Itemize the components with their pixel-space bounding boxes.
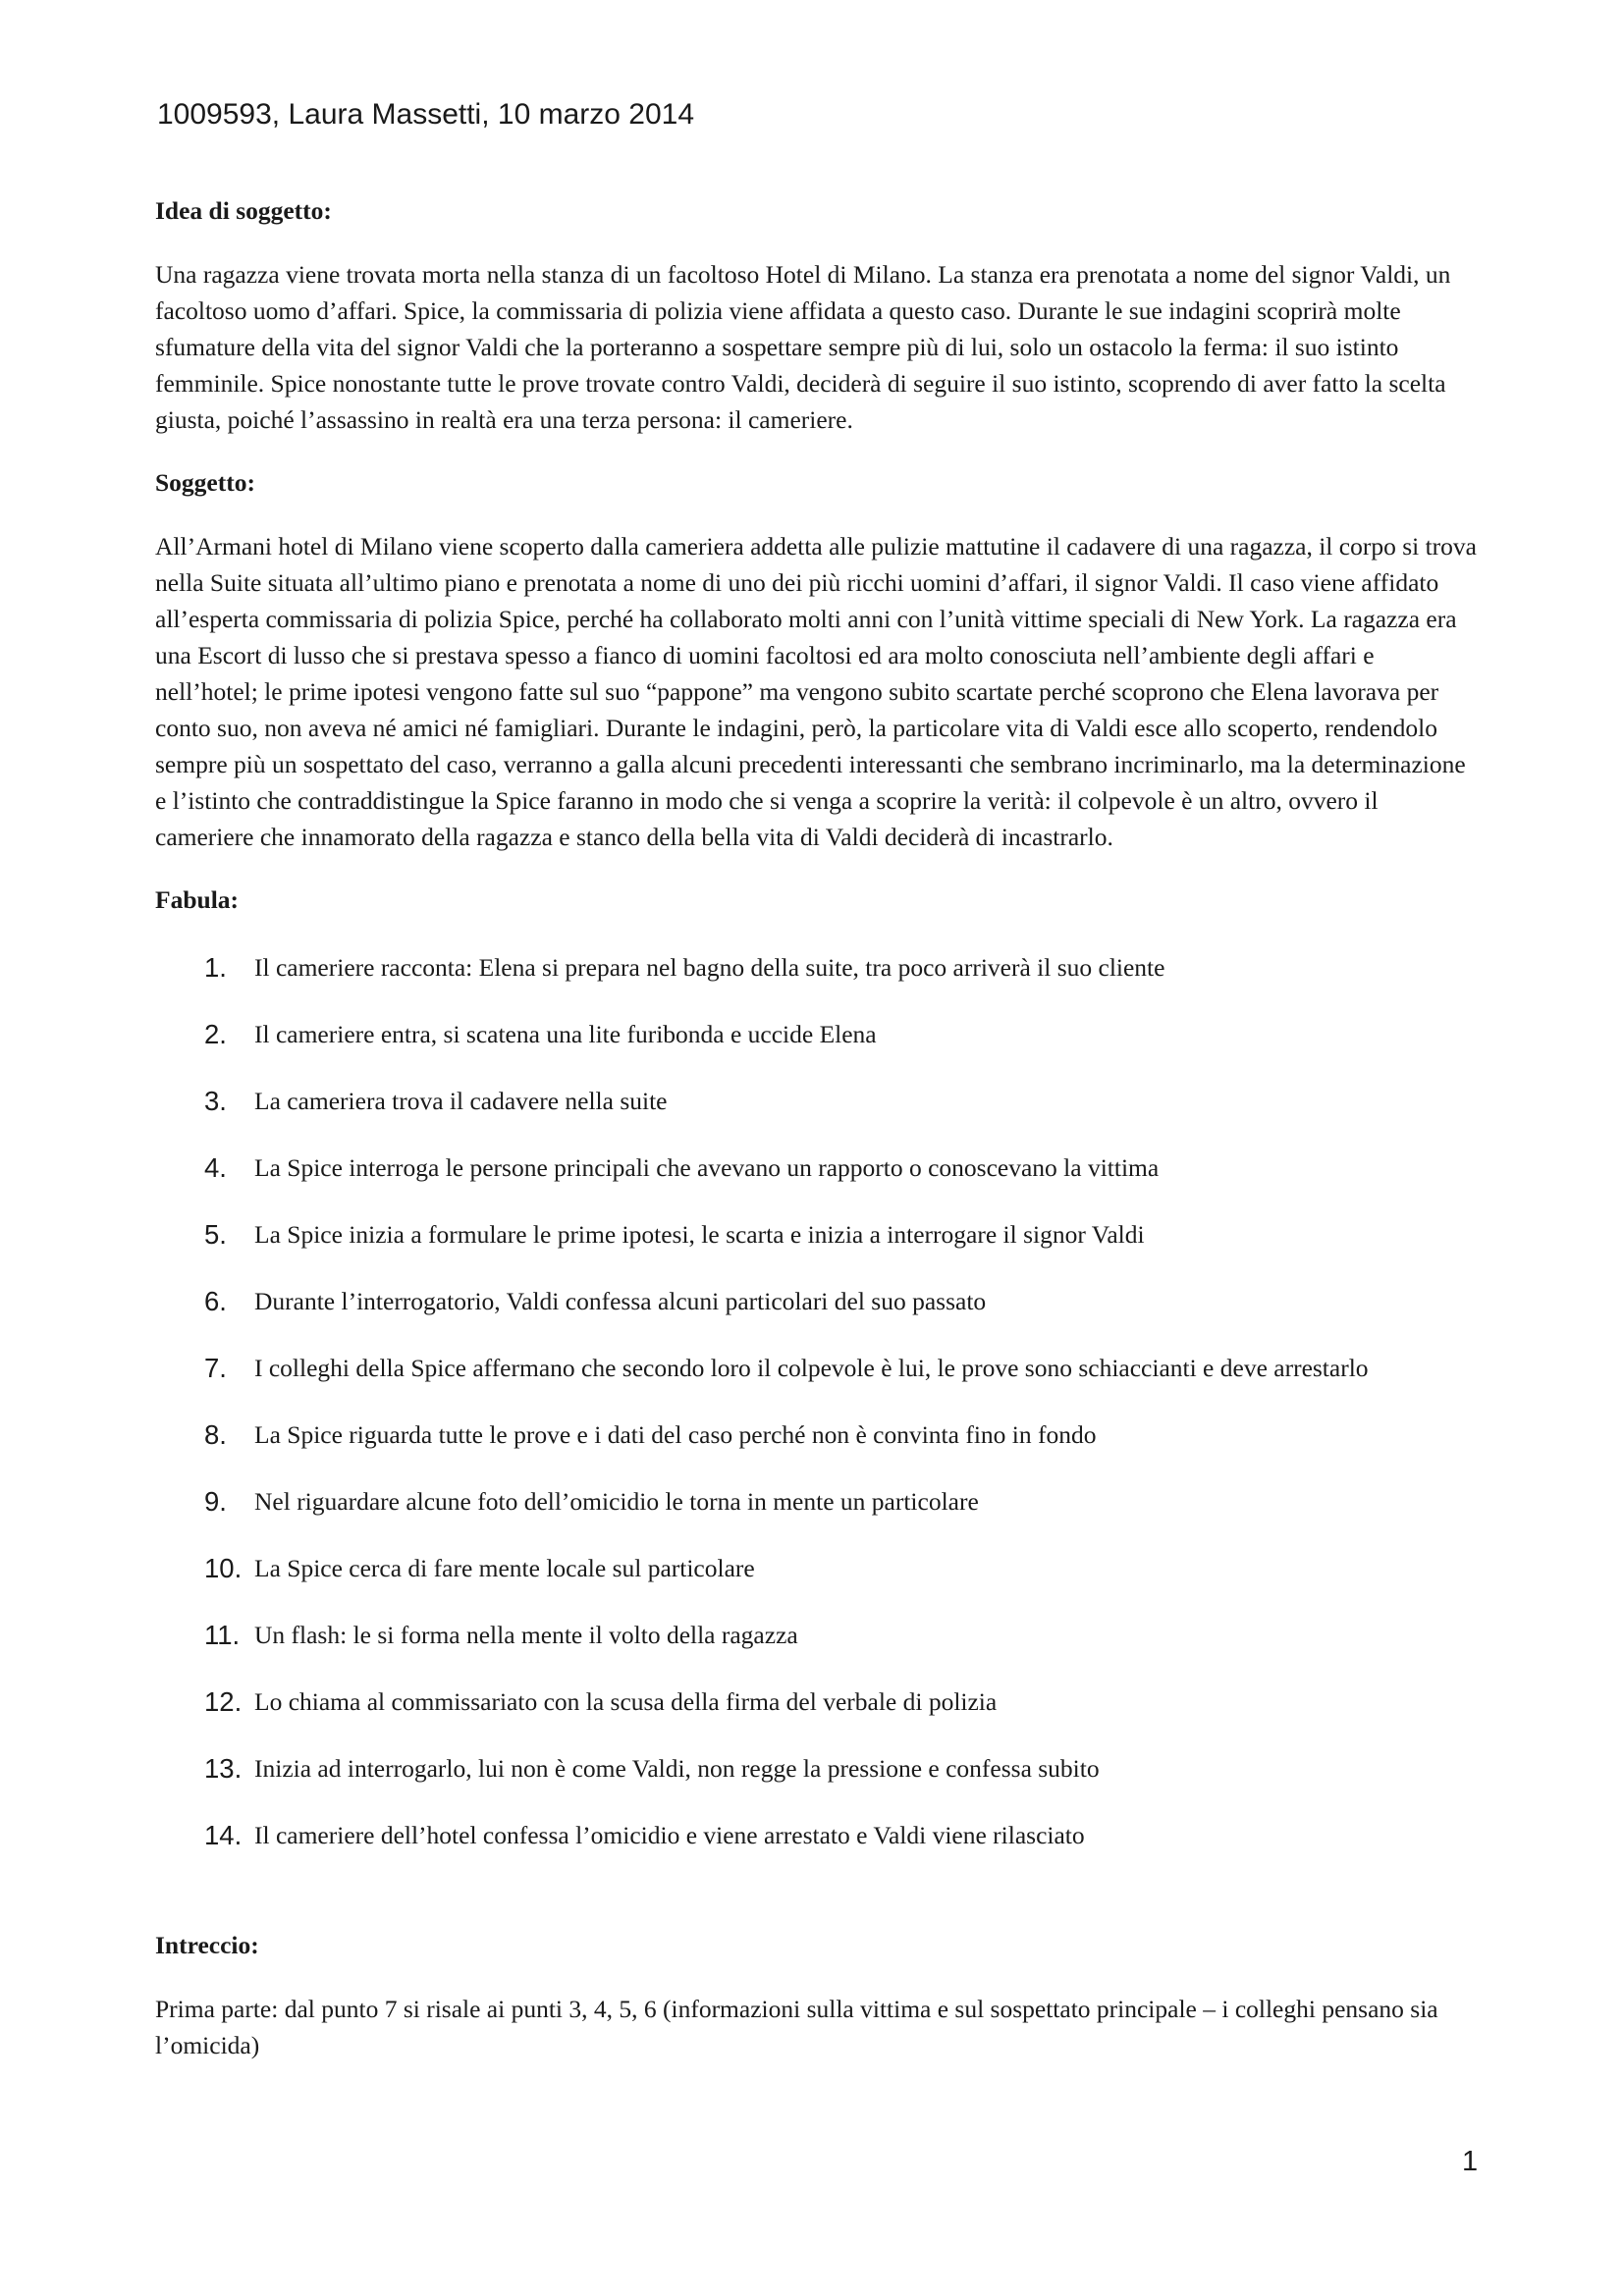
fabula-item-number: 6.	[204, 1286, 227, 1316]
fabula-item-number: 5.	[204, 1219, 227, 1250]
spacer	[155, 438, 1483, 464]
spacer	[155, 229, 1483, 256]
fabula-item-number: 12.	[204, 1686, 243, 1717]
fabula-item-number: 11.	[204, 1620, 241, 1650]
intreccio-heading: Intreccio:	[155, 1931, 259, 1959]
fabula-item-number: 8.	[204, 1419, 227, 1450]
fabula-item	[155, 1216, 1483, 1283]
page-number: 1	[1462, 2146, 1479, 2177]
fabula-item-text: Lo chiama al commissariato con la scusa della firma del verbale di polizia	[254, 1687, 998, 1716]
fabula-item-text: Inizia ad interrogarlo, lui non è come Valdi, non regge la pressione e confessa subito	[254, 1754, 1100, 1783]
fabula-item	[155, 1083, 1483, 1149]
fabula-item	[155, 1416, 1483, 1483]
fabula-item-text: Il cameriere dell’hotel confessa l’omicidio e viene arrestato e Valdi viene rilasciato	[254, 1821, 1085, 1849]
fabula-item-number: 9.	[204, 1486, 227, 1517]
fabula-item-number: 2.	[204, 1019, 227, 1049]
document-header: 1009593, Laura Massetti, 10 marzo 2014	[157, 98, 695, 131]
spacer	[155, 918, 1483, 949]
fabula-item-text: Un flash: le si forma nella mente il volto della ragazza	[254, 1621, 798, 1649]
fabula-item-number: 4.	[204, 1152, 227, 1183]
fabula-item-text: Nel riguardare alcune foto dell’omicidio le torna in mente un particolare	[254, 1487, 979, 1516]
fabula-item-text: Durante l’interrogatorio, Valdi confessa alcuni particolari del suo passato	[254, 1287, 987, 1315]
soggetto-heading: Soggetto:	[155, 468, 255, 497]
fabula-item	[155, 1683, 1483, 1750]
fabula-item	[155, 1750, 1483, 1817]
fabula-item-text: La Spice riguarda tutte le prove e i dati del caso perché non è convinta fino in fondo	[254, 1420, 1097, 1449]
fabula-item-number: 14.	[204, 1820, 243, 1850]
fabula-item	[155, 1149, 1483, 1216]
fabula-item-text: Il cameriere entra, si scatena una lite furibonda e uccide Elena	[254, 1020, 877, 1048]
soggetto-paragraph: All’Armani hotel di Milano viene scoperto dalla cameriera addetta alle pulizie mattutine il cadavere di una ragazza, il corpo si trova nella Suite situata all’ultimo piano e prenotata a nome di uno dei più ricchi uomini d’affari, il signor Valdi. Il caso viene affidato all’esperta commissaria di polizia Spice, perché ha collaborato molti anni con l’unità vittime speciali di New York. La ragazza era una Escort di lusso che si prestava spesso a fianco di uomini facoltosi ed ara molto conosciuta nell’ambiente degli affari e nell’hotel; le prime ipotesi vengono fatte sul suo “pappone” ma vengono subito scartate perché scoprono che Elena lavorava per conto suo, non aveva né amici né famigliari. Durante le indagini, però, la particolare vita di Valdi esce allo scoperto, rendendolo sempre più un sospettato del caso, verranno a galla alcuni precedenti interessanti che sembrano incriminarlo, ma la determinazione e l’istinto che contraddistingue la Spice faranno in modo che si venga a scoprire la verità: il colpevole è un altro, ovvero il cameriere che innamorato della ragazza e stanco della bella vita di Valdi deciderà di incastrarlo.	[155, 532, 1477, 851]
spacer	[155, 855, 1483, 881]
fabula-list	[155, 949, 1483, 1884]
idea-paragraph: Una ragazza viene trovata morta nella stanza di un facoltoso Hotel di Milano. La stanza era prenotata a nome del signor Valdi, un facoltoso uomo d’affari. Spice, la commissaria di polizia viene affidata a questo caso. Durante le sue indagini scoprirà molte sfumature della vita del signor Valdi che la porteranno a sospettare sempre più di lui, solo un ostacolo la ferma: il suo istinto femminile. Spice nonostante tutte le prove trovate contro Valdi, deciderà di seguire il suo istinto, scoprendo di aver fatto la scelta giusta, poiché l’assassino in realtà era una terza persona: il cameriere.	[155, 260, 1451, 434]
fabula-item-text: Il cameriere racconta: Elena si prepara nel bagno della suite, tra poco arriverà il suo cliente	[254, 953, 1165, 982]
fabula-item	[155, 1350, 1483, 1416]
spacer	[155, 1963, 1483, 1991]
fabula-item-text: La Spice cerca di fare mente locale sul particolare	[254, 1554, 755, 1582]
document-body	[155, 192, 1483, 2063]
fabula-item-text: I colleghi della Spice affermano che secondo loro il colpevole è lui, le prove sono schiaccianti e deve arrestarlo	[254, 1354, 1369, 1382]
fabula-item	[155, 1817, 1483, 1884]
fabula-item-number: 10.	[204, 1553, 243, 1583]
fabula-item-number: 3.	[204, 1086, 227, 1116]
fabula-item	[155, 949, 1483, 1016]
fabula-item-number: 1.	[204, 952, 227, 983]
spacer	[155, 1884, 1483, 1927]
fabula-item-number: 7.	[204, 1353, 227, 1383]
fabula-item-text: La cameriera trova il cadavere nella suite	[254, 1087, 668, 1115]
intreccio-paragraph: Prima parte: dal punto 7 si risale ai punti 3, 4, 5, 6 (informazioni sulla vittima e sul sospettato principale – i colleghi pensano sia l’omicida)	[155, 1995, 1438, 2059]
fabula-heading: Fabula:	[155, 885, 240, 914]
fabula-item-number: 13.	[204, 1753, 243, 1784]
fabula-item	[155, 1016, 1483, 1083]
fabula-item	[155, 1283, 1483, 1350]
fabula-item	[155, 1550, 1483, 1617]
fabula-item-text: La Spice inizia a formulare le prime ipotesi, le scarta e inizia a interrogare il signor Valdi	[254, 1220, 1145, 1249]
fabula-item-text: La Spice interroga le persone principali che avevano un rapporto o conoscevano la vittima	[254, 1153, 1160, 1182]
fabula-item	[155, 1617, 1483, 1683]
fabula-item	[155, 1483, 1483, 1550]
idea-heading: Idea di soggetto:	[155, 196, 332, 225]
spacer	[155, 501, 1483, 528]
